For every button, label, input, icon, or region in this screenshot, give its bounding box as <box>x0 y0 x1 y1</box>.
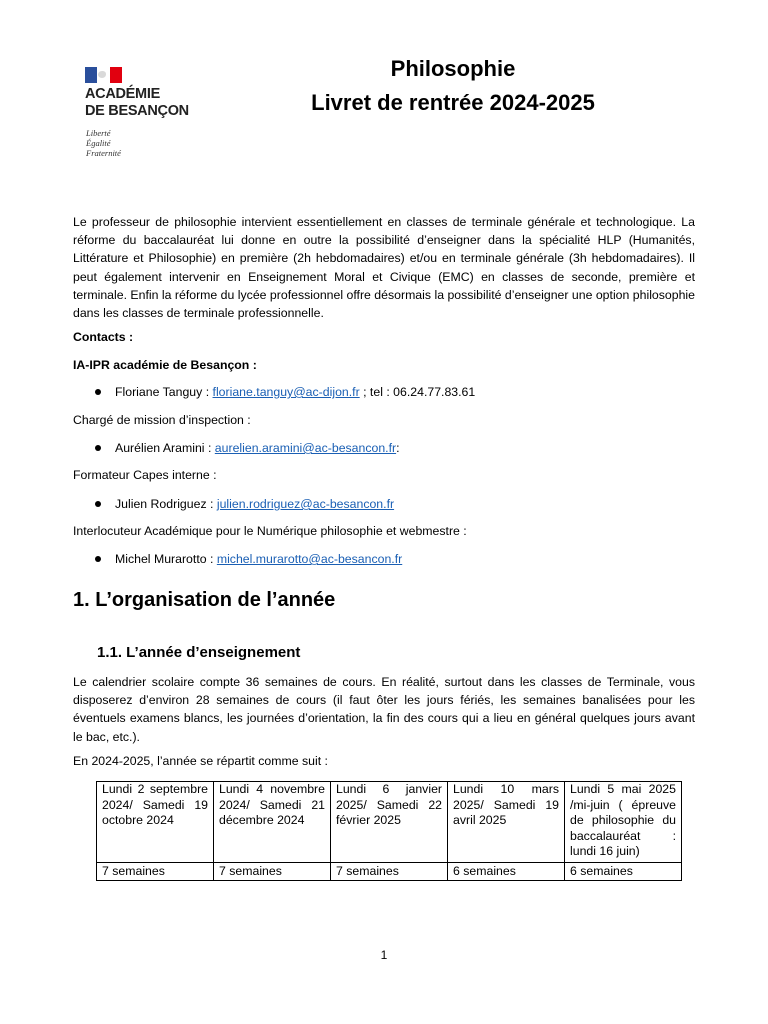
table-cell: Lundi 4 novembre 2024/ Samedi 21 décembre 2024 <box>214 782 331 863</box>
contact-group-label: Formateur Capes interne : <box>73 468 217 482</box>
table-cell: Lundi 2 septembre 2024/ Samedi 19 octobre 2024 <box>97 782 214 863</box>
table-cell: 7 semaines <box>331 863 448 881</box>
contact-group-label: Chargé de mission d’inspection : <box>73 413 251 427</box>
logo-line-1: ACADÉMIE <box>85 86 160 102</box>
section-heading: 1. L’organisation de l’année <box>73 589 336 611</box>
table-cell: Lundi 6 janvier 2025/ Samedi 22 février 2025 <box>331 782 448 863</box>
subsection-heading: 1.1. L’année d’enseignement <box>97 644 301 661</box>
year-schedule-table <box>96 781 682 881</box>
email-link[interactable]: julien.rodriguez@ac-besancon.fr <box>216 497 395 511</box>
contact-group-label: IA-IPR académie de Besançon : <box>73 358 257 372</box>
email-link[interactable]: aurelien.aramini@ac-besancon.fr <box>214 441 397 455</box>
contact-item: Michel Murarotto : michel.murarotto@ac-besancon.fr <box>95 550 402 568</box>
table-row <box>97 782 682 863</box>
contact-group-label: Interlocuteur Académique pour le Numérique philosophie et webmestre : <box>73 524 467 538</box>
page-number: 1 <box>380 948 388 962</box>
table-cell: 7 semaines <box>97 863 214 881</box>
email-link[interactable]: michel.murarotto@ac-besancon.fr <box>216 552 403 566</box>
table-cell: Lundi 10 mars 2025/ Samedi 19 avril 2025 <box>448 782 565 863</box>
email-link[interactable]: floriane.tanguy@ac-dijon.fr <box>212 385 360 399</box>
marianne-flag-icon <box>85 67 122 83</box>
body-paragraph: Le calendrier scolaire compte 36 semaines de cours. En réalité, surtout dans les classes de Terminale, vous disposerez d’environ 28 semaines de cours (il faut ôter les jours fériés, les semaines banalisées pour les éventuels examens blancs, les journées d’orientation, la fin des cours qui a lieu en général quelques jours avant le bac, etc.). <box>73 675 695 744</box>
contact-item: Julien Rodriguez : julien.rodriguez@ac-besancon.fr <box>95 495 394 513</box>
contacts-heading: Contacts : <box>73 330 134 344</box>
bullet-icon <box>95 445 101 451</box>
document-title: Philosophie <box>390 56 516 81</box>
table-cell: Lundi 5 mai 2025 /mi-juin ( épreuve de philosophie du baccalauréat : lundi 16 juin) <box>565 782 682 863</box>
table-cell: 7 semaines <box>214 863 331 881</box>
table-cell: 6 semaines <box>565 863 682 881</box>
contact-item: Floriane Tanguy : floriane.tanguy@ac-dijon.fr ; tel : 06.24.77.83.61 <box>95 383 475 401</box>
academie-logo <box>72 52 200 172</box>
logo-motto: Liberté Égalité Fraternité <box>86 128 121 158</box>
table-row <box>97 863 682 881</box>
bullet-icon <box>95 389 101 395</box>
logo-line-2: DE BESANÇON <box>85 103 189 119</box>
bullet-icon <box>95 556 101 562</box>
document-subtitle: Livret de rentrée 2024-2025 <box>311 90 595 115</box>
table-cell: 6 semaines <box>448 863 565 881</box>
bullet-icon <box>95 501 101 507</box>
contact-item: Aurélien Aramini : aurelien.aramini@ac-besancon.fr: <box>95 439 400 457</box>
intro-paragraph: Le professeur de philosophie intervient essentiellement en classes de terminale générale et technologique. La réforme du baccalauréat lui donne en outre la possibilité d’enseigner dans la spécialité HLP (Humanités, Littérature et Philosophie) en première (2h hebdomadaires) et/ou en terminale générale (3h hebdomadaires). Il peut également intervenir en Enseignement Moral et Civique (EMC) en classes de seconde, première et terminale. Enfin la réforme du lycée professionnel offre désormais la possibilité d’enseigner une option philosophie dans les classes de terminale professionnelle. <box>73 215 695 321</box>
table-intro: En 2024-2025, l’année se répartit comme suit : <box>73 754 328 768</box>
